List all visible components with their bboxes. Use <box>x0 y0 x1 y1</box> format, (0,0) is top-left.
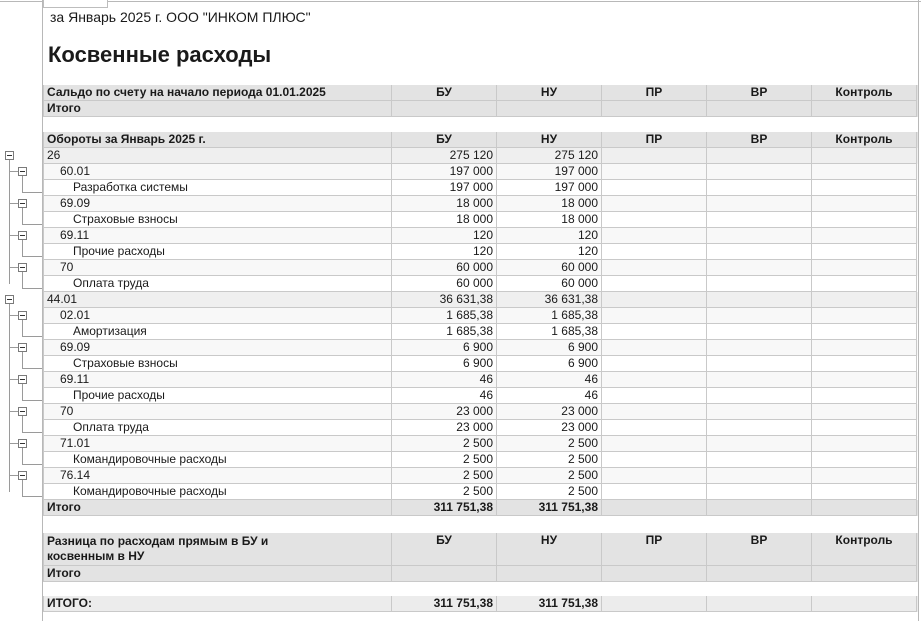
tree-connector-line <box>22 224 42 225</box>
row-nu-value: 18 000 <box>497 196 602 212</box>
row-pr-value <box>602 372 707 388</box>
column-header-nu: НУ <box>497 132 602 148</box>
row-pr-value <box>602 244 707 260</box>
column-header-bu: БУ <box>392 132 497 148</box>
column-header-bu: БУ <box>392 85 497 101</box>
row-pr-value <box>602 308 707 324</box>
row-pr-value <box>602 468 707 484</box>
account-group-row <box>43 292 918 308</box>
collapse-subgroup-icon[interactable] <box>18 375 27 384</box>
tree-connector-line <box>22 384 23 400</box>
row-control-value <box>812 468 917 484</box>
tree-connector-line <box>9 475 18 476</box>
opening-balance-header <box>43 85 918 101</box>
grand-total-nu: 311 751,38 <box>497 596 602 612</box>
tree-connector-line <box>22 432 42 433</box>
tree-connector-line <box>9 171 18 172</box>
row-bu-value: 197 000 <box>392 164 497 180</box>
row-label: 69.09 <box>43 196 392 212</box>
row-label: Командировочные расходы <box>43 452 392 468</box>
row-control-value <box>812 260 917 276</box>
row-control-value <box>812 340 917 356</box>
total-bu: 311 751,38 <box>392 500 497 516</box>
row-vr-value <box>707 180 812 196</box>
row-nu-value: 275 120 <box>497 148 602 164</box>
row-label: 76.14 <box>43 468 392 484</box>
row-bu-value: 2 500 <box>392 452 497 468</box>
row-vr-value <box>707 468 812 484</box>
total-label: Итого <box>43 500 392 516</box>
column-header-pr: ПР <box>602 132 707 148</box>
row-pr-value <box>602 340 707 356</box>
report-period: за Январь 2025 г. ООО "ИНКОМ ПЛЮС" <box>50 9 311 25</box>
row-nu-value: 2 500 <box>497 468 602 484</box>
tree-connector-line <box>9 235 18 236</box>
row-label: Страховые взносы <box>43 356 392 372</box>
tree-connector-line <box>22 480 23 496</box>
row-bu-value: 6 900 <box>392 340 497 356</box>
column-header-control: Контроль <box>812 85 917 101</box>
row-control-value <box>812 292 917 308</box>
total-nu: 311 751,38 <box>497 500 602 516</box>
row-nu-value: 6 900 <box>497 356 602 372</box>
row-nu-value: 1 685,38 <box>497 308 602 324</box>
row-pr-value <box>602 388 707 404</box>
row-label: Оплата труда <box>43 276 392 292</box>
row-nu-value: 46 <box>497 388 602 404</box>
row-vr-value <box>707 452 812 468</box>
row-bu-value: 18 000 <box>392 212 497 228</box>
row-control-value <box>812 404 917 420</box>
row-bu-value: 18 000 <box>392 196 497 212</box>
row-control-value <box>812 196 917 212</box>
row-pr-value <box>602 404 707 420</box>
row-nu-value: 23 000 <box>497 420 602 436</box>
row-vr-value <box>707 148 812 164</box>
tree-connector-line <box>9 203 18 204</box>
cost-item-row <box>43 484 918 500</box>
subaccount-row <box>43 228 918 244</box>
tree-connector-line <box>22 416 23 432</box>
cost-item-row <box>43 324 918 340</box>
row-vr-value <box>707 340 812 356</box>
row-bu-value: 2 500 <box>392 484 497 500</box>
cost-item-row <box>43 388 918 404</box>
cost-item-row <box>43 356 918 372</box>
row-bu-value: 6 900 <box>392 356 497 372</box>
row-control-value <box>812 212 917 228</box>
tree-connector-line <box>22 256 42 257</box>
row-label: Прочие расходы <box>43 244 392 260</box>
row-bu-value: 197 000 <box>392 180 497 196</box>
row-nu-value: 2 500 <box>497 452 602 468</box>
row-nu-value: 18 000 <box>497 212 602 228</box>
collapse-subgroup-icon[interactable] <box>18 439 27 448</box>
difference-total-row <box>43 566 918 582</box>
cost-item-row <box>43 276 918 292</box>
row-pr-value <box>602 452 707 468</box>
row-control-value <box>812 308 917 324</box>
row-label: Амортизация <box>43 324 392 340</box>
row-nu-value: 60 000 <box>497 260 602 276</box>
row-nu-value: 120 <box>497 244 602 260</box>
row-label: 71.01 <box>43 436 392 452</box>
opening-balance-total-row <box>43 101 918 117</box>
row-nu-value: 2 500 <box>497 484 602 500</box>
row-nu-value: 120 <box>497 228 602 244</box>
row-label: 02.01 <box>43 308 392 324</box>
row-nu-value: 197 000 <box>497 164 602 180</box>
row-bu-value: 1 685,38 <box>392 324 497 340</box>
row-control-value <box>812 276 917 292</box>
tree-connector-line <box>9 347 18 348</box>
tree-connector-line <box>22 320 23 336</box>
row-label: Командировочные расходы <box>43 484 392 500</box>
grand-total-table <box>43 596 918 612</box>
difference-table <box>43 533 918 582</box>
subaccount-row <box>43 260 918 276</box>
row-label: Страховые взносы <box>43 212 392 228</box>
row-vr-value <box>707 388 812 404</box>
column-header-pr: ПР <box>602 533 707 566</box>
row-pr-value <box>602 260 707 276</box>
row-control-value <box>812 356 917 372</box>
row-vr-value <box>707 484 812 500</box>
row-control-value <box>812 388 917 404</box>
tree-connector-line <box>22 464 42 465</box>
row-vr-value <box>707 228 812 244</box>
row-nu-value: 60 000 <box>497 276 602 292</box>
tree-connector-line <box>9 315 18 316</box>
row-control-value <box>812 484 917 500</box>
row-label: 69.09 <box>43 340 392 356</box>
tree-connector-line <box>9 443 18 444</box>
column-header-nu: НУ <box>497 85 602 101</box>
row-vr-value <box>707 308 812 324</box>
row-label: Разработка системы <box>43 180 392 196</box>
row-label: 70 <box>43 404 392 420</box>
collapse-subgroup-icon[interactable] <box>18 199 27 208</box>
tree-connector-line <box>22 288 42 289</box>
row-vr-value <box>707 164 812 180</box>
row-nu-value: 36 631,38 <box>497 292 602 308</box>
row-pr-value <box>602 164 707 180</box>
row-control-value <box>812 452 917 468</box>
cost-item-row <box>43 180 918 196</box>
total-label: Итого <box>43 101 392 117</box>
row-pr-value <box>602 420 707 436</box>
row-bu-value: 120 <box>392 228 497 244</box>
collapse-group-icon[interactable] <box>5 151 14 160</box>
row-pr-value <box>602 212 707 228</box>
column-header-vr: ВР <box>707 533 812 566</box>
column-header-control: Контроль <box>812 533 917 566</box>
cost-item-row <box>43 212 918 228</box>
grand-total-label: ИТОГО: <box>43 596 392 612</box>
collapse-subgroup-icon[interactable] <box>18 231 27 240</box>
row-pr-value <box>602 148 707 164</box>
tree-connector-line <box>22 240 23 256</box>
row-bu-value: 46 <box>392 372 497 388</box>
row-vr-value <box>707 372 812 388</box>
tree-connector-line <box>22 352 23 368</box>
row-vr-value <box>707 276 812 292</box>
row-control-value <box>812 148 917 164</box>
row-bu-value: 2 500 <box>392 468 497 484</box>
row-vr-value <box>707 292 812 308</box>
row-nu-value: 46 <box>497 372 602 388</box>
subaccount-row <box>43 468 918 484</box>
row-pr-value <box>602 180 707 196</box>
subaccount-row <box>43 196 918 212</box>
row-label: Оплата труда <box>43 420 392 436</box>
row-vr-value <box>707 244 812 260</box>
opening-balance-title: Сальдо по счету на начало периода 01.01.2025 <box>43 85 392 101</box>
tree-connector-line <box>9 267 18 268</box>
tree-connector-line <box>9 160 10 284</box>
row-nu-value: 197 000 <box>497 180 602 196</box>
tree-connector-line <box>22 400 42 401</box>
tree-connector-line <box>22 272 23 288</box>
subaccount-row <box>43 436 918 452</box>
column-resize-handle[interactable] <box>43 0 108 8</box>
column-header-vr: ВР <box>707 132 812 148</box>
row-pr-value <box>602 436 707 452</box>
row-pr-value <box>602 228 707 244</box>
row-label: 69.11 <box>43 228 392 244</box>
row-label: Прочие расходы <box>43 388 392 404</box>
row-label: 44.01 <box>43 292 392 308</box>
report-right-border <box>918 0 919 621</box>
row-bu-value: 2 500 <box>392 436 497 452</box>
turnover-total-row <box>43 500 918 516</box>
row-pr-value <box>602 196 707 212</box>
turnover-header <box>43 132 918 148</box>
collapse-subgroup-icon[interactable] <box>18 471 27 480</box>
subaccount-row <box>43 164 918 180</box>
column-header-vr: ВР <box>707 85 812 101</box>
subaccount-row <box>43 308 918 324</box>
turnover-rows <box>43 148 918 500</box>
subaccount-row <box>43 340 918 356</box>
grand-total-bu: 311 751,38 <box>392 596 497 612</box>
row-control-value <box>812 164 917 180</box>
total-label: Итого <box>43 566 392 582</box>
tree-connector-line <box>9 304 10 492</box>
row-label: 70 <box>43 260 392 276</box>
row-nu-value: 2 500 <box>497 436 602 452</box>
row-bu-value: 120 <box>392 244 497 260</box>
tree-connector-line <box>22 208 23 224</box>
collapse-subgroup-icon[interactable] <box>18 263 27 272</box>
collapse-group-icon[interactable] <box>5 295 14 304</box>
column-header-bu: БУ <box>392 533 497 566</box>
row-pr-value <box>602 356 707 372</box>
row-bu-value: 36 631,38 <box>392 292 497 308</box>
tree-connector-line <box>9 411 18 412</box>
tree-connector-line <box>22 336 42 337</box>
difference-title: Разница по расходам прямым в БУ и косвенным в НУ <box>43 533 392 566</box>
row-control-value <box>812 372 917 388</box>
row-vr-value <box>707 324 812 340</box>
collapse-subgroup-icon[interactable] <box>18 167 27 176</box>
row-control-value <box>812 436 917 452</box>
collapse-subgroup-icon[interactable] <box>18 343 27 352</box>
row-pr-value <box>602 324 707 340</box>
grand-total-row <box>43 596 918 612</box>
tree-connector-line <box>22 192 42 193</box>
row-vr-value <box>707 420 812 436</box>
opening-balance-table <box>43 85 918 117</box>
row-control-value <box>812 228 917 244</box>
row-vr-value <box>707 196 812 212</box>
cost-item-row <box>43 244 918 260</box>
turnover-title: Обороты за Январь 2025 г. <box>43 132 392 148</box>
row-nu-value: 23 000 <box>497 404 602 420</box>
collapse-subgroup-icon[interactable] <box>18 407 27 416</box>
row-vr-value <box>707 404 812 420</box>
row-control-value <box>812 420 917 436</box>
account-group-row <box>43 148 918 164</box>
row-pr-value <box>602 276 707 292</box>
row-pr-value <box>602 292 707 308</box>
row-label: 26 <box>43 148 392 164</box>
row-bu-value: 23 000 <box>392 404 497 420</box>
row-label: 60.01 <box>43 164 392 180</box>
row-label: 69.11 <box>43 372 392 388</box>
row-vr-value <box>707 436 812 452</box>
cost-item-row <box>43 420 918 436</box>
tree-connector-line <box>22 368 42 369</box>
row-control-value <box>812 324 917 340</box>
row-control-value <box>812 180 917 196</box>
tree-connector-line <box>22 448 23 464</box>
row-vr-value <box>707 260 812 276</box>
row-control-value <box>812 244 917 260</box>
row-bu-value: 60 000 <box>392 260 497 276</box>
page-title: Косвенные расходы <box>48 42 272 67</box>
row-bu-value: 60 000 <box>392 276 497 292</box>
tree-connector-line <box>22 496 42 497</box>
turnover-table <box>43 132 918 516</box>
tree-connector-line <box>22 176 23 192</box>
column-header-nu: НУ <box>497 533 602 566</box>
report-top-border <box>0 1 921 2</box>
row-pr-value <box>602 484 707 500</box>
difference-header <box>43 533 918 566</box>
row-vr-value <box>707 212 812 228</box>
row-bu-value: 46 <box>392 388 497 404</box>
subaccount-row <box>43 404 918 420</box>
cost-item-row <box>43 452 918 468</box>
column-header-control: Контроль <box>812 132 917 148</box>
tree-connector-line <box>9 379 18 380</box>
row-bu-value: 275 120 <box>392 148 497 164</box>
row-bu-value: 23 000 <box>392 420 497 436</box>
row-nu-value: 6 900 <box>497 340 602 356</box>
subaccount-row <box>43 372 918 388</box>
row-nu-value: 1 685,38 <box>497 324 602 340</box>
collapse-subgroup-icon[interactable] <box>18 311 27 320</box>
column-header-pr: ПР <box>602 85 707 101</box>
row-bu-value: 1 685,38 <box>392 308 497 324</box>
row-vr-value <box>707 356 812 372</box>
